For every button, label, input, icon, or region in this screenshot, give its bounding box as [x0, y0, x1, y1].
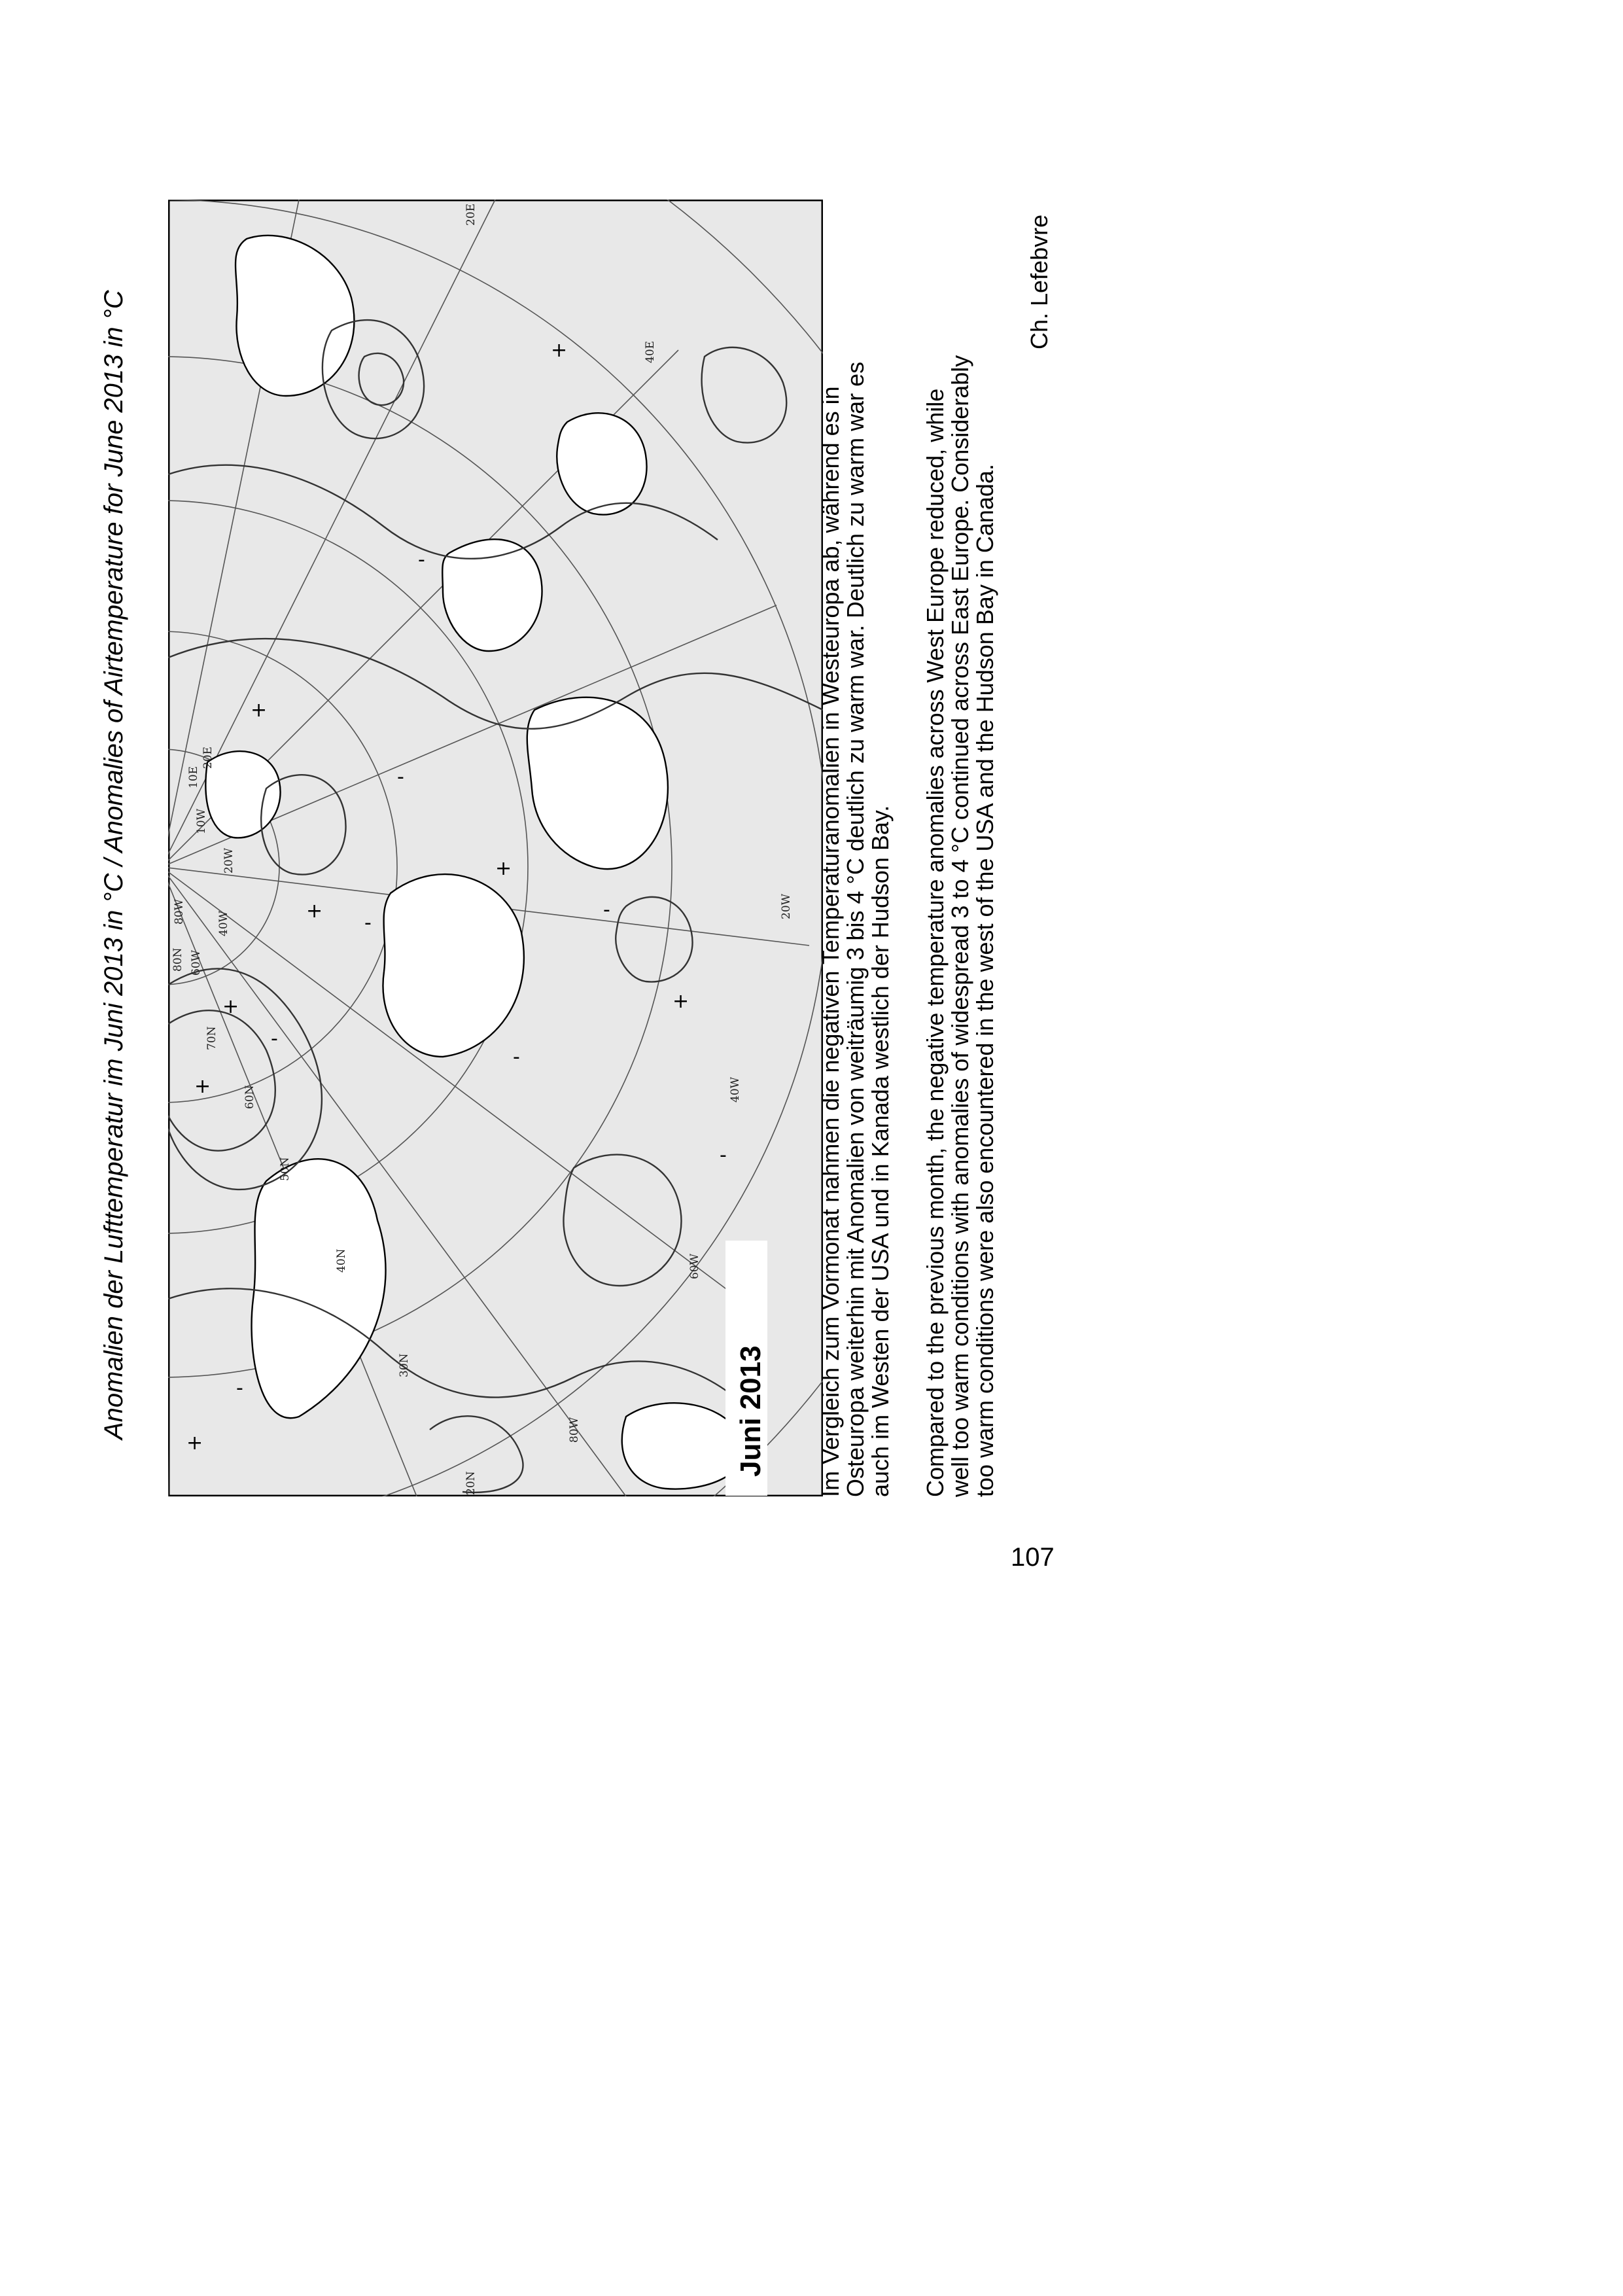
- lon-label: 10E: [187, 766, 200, 788]
- lat-label: 50N: [279, 1157, 292, 1181]
- lat-label: 80N: [171, 947, 184, 972]
- page-number: 107: [1011, 1543, 1055, 1572]
- lon-label: 20W: [222, 847, 236, 874]
- lat-label: 40N: [335, 1248, 348, 1273]
- anomaly-symbol: -: [364, 911, 372, 934]
- lon-label: 60W: [190, 949, 203, 976]
- anomaly-symbol: -: [397, 766, 404, 788]
- anomaly-symbol: +: [251, 699, 268, 722]
- lon-label: 80W: [568, 1417, 581, 1443]
- lon-label: 40W: [217, 910, 230, 936]
- lon-label: 20E: [464, 203, 478, 226]
- german-paragraph-line: auch im Westen der USA und in Kanada westlich der Hudson Bay.: [867, 805, 894, 1497]
- lat-label: 20N: [464, 1471, 478, 1495]
- english-paragraph-line: well too warm conditions with anomalies of widespread 3 to 4 °C continued across East Europe. Considerably: [947, 355, 973, 1497]
- lon-label: 60W: [688, 1253, 701, 1279]
- lon-label: 80W: [173, 898, 186, 925]
- lat-label: 70N: [205, 1026, 218, 1050]
- anomaly-symbol: -: [271, 1027, 278, 1050]
- anomaly-symbol: +: [551, 339, 568, 362]
- anomaly-symbol: -: [418, 548, 425, 571]
- lat-label: 30N: [398, 1353, 411, 1377]
- lon-label: 40E: [644, 340, 657, 363]
- lon-label: 20W: [780, 893, 793, 919]
- temperature-anomaly-map: [168, 200, 823, 1496]
- anomaly-symbol: -: [513, 1046, 520, 1069]
- anomaly-symbol: -: [236, 1377, 243, 1400]
- german-paragraph-line: Osteuropa weiterhin mit Anomalien von weiträumig 3 bis 4 °C deutlich zu warm war. Deutlich zu warm war es: [842, 361, 869, 1497]
- anomaly-symbol: +: [222, 995, 239, 1018]
- map-label: Juni 2013: [735, 1345, 767, 1477]
- lon-label: 20E: [201, 746, 215, 769]
- page-title: Anomalien der Lufttemperatur im Juni 2013 in °C / Anomalies of Airtemperature for June 2013 in °C: [99, 290, 128, 1439]
- english-paragraph-line: Compared to the previous month, the negative temperature anomalies across West Europe reduced, while: [922, 388, 949, 1497]
- anomaly-symbol: +: [306, 900, 323, 923]
- anomaly-symbol: -: [603, 898, 610, 921]
- german-paragraph-line: Im Vergleich zum Vormonat nahmen die negativen Temperaturanomalien in Westeuropa ab, während es in: [817, 386, 844, 1497]
- anomaly-symbol: +: [495, 857, 512, 880]
- author: Ch. Lefebvre: [1026, 214, 1053, 349]
- lat-label: 60N: [243, 1085, 256, 1109]
- anomaly-symbol: +: [186, 1432, 203, 1455]
- anomaly-symbol: -: [720, 1144, 727, 1167]
- lon-label: 40W: [729, 1076, 742, 1103]
- english-paragraph-line: too warm conditions were also encountered in the west of the USA and the Hudson Bay in Canada.: [971, 464, 998, 1497]
- lon-label: 10W: [195, 808, 208, 834]
- anomaly-symbol: +: [194, 1075, 211, 1098]
- anomaly-symbol: +: [672, 990, 689, 1013]
